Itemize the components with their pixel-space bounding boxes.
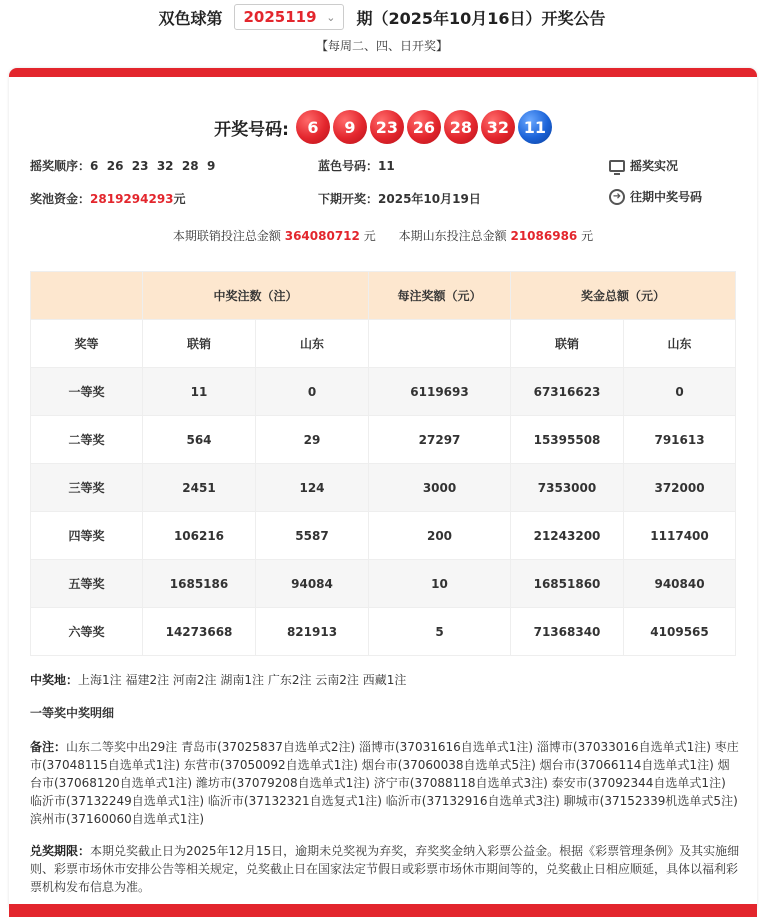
table-cell: 21243200 xyxy=(511,512,624,560)
issue-select[interactable] xyxy=(234,4,344,30)
table-cell: 200 xyxy=(369,512,511,560)
page-header xyxy=(0,0,764,62)
table-header-cell: 联销 xyxy=(511,320,624,368)
lianxiao-value: 364080712 xyxy=(284,229,360,243)
remark-label: 备注： xyxy=(30,740,67,754)
deadline-label: 兑奖期限： xyxy=(30,844,91,858)
history-link[interactable] xyxy=(609,188,702,205)
chevron-down-icon: ⌄ xyxy=(326,10,336,24)
red-ball: 6 xyxy=(296,110,330,144)
red-ball: 28 xyxy=(444,110,478,144)
table-row xyxy=(31,608,736,656)
table-cell: 564 xyxy=(143,416,256,464)
table-cell: 2451 xyxy=(143,464,256,512)
blue-ball: 11 xyxy=(518,110,552,144)
footer-bar xyxy=(9,904,757,917)
table-cell: 29 xyxy=(256,416,369,464)
blue-number-value: 11 xyxy=(378,159,395,173)
winning-regions-label: 中奖地： xyxy=(30,673,79,687)
shandong-label: 本期山东投注总金额 xyxy=(398,229,507,243)
table-header-cell: 奖等 xyxy=(31,320,143,368)
table-cell: 15395508 xyxy=(511,416,624,464)
lianxiao-label: 本期联销投注总金额 xyxy=(172,229,281,243)
table-cell: 四等奖 xyxy=(31,512,143,560)
table-header-cell: 每注奖额（元） xyxy=(369,272,511,320)
table-cell: 4109565 xyxy=(624,608,736,656)
winning-numbers xyxy=(9,110,757,144)
red-ball: 23 xyxy=(370,110,404,144)
table-cell: 六等奖 xyxy=(31,608,143,656)
table-header-cell: 山东 xyxy=(256,320,369,368)
table-sub-header xyxy=(31,320,736,368)
table-row xyxy=(31,560,736,608)
table-cell: 5 xyxy=(369,608,511,656)
prize-pool-value: 2819294293 xyxy=(90,192,174,206)
blue-number xyxy=(318,157,395,174)
table-cell: 五等奖 xyxy=(31,560,143,608)
winning-regions xyxy=(30,671,740,689)
red-ball: 32 xyxy=(481,110,515,144)
remark-text: 山东二等奖中出29注 青岛市(37025837自选单式2注) 淄博市(37031616自选单式1注) 淄博市(37033016自选单式1注) 枣庄市(37048115自选单式1注) 东营市(37050092自选单式1注) 烟台市(37060038自选单式5注) 烟台市(37066114自选单式1注) 烟台市(37068120自选单式1注) 潍坊市(37079208自选单式1注) 济宁市(37088118自选单式3注) 泰安市(37092344自选单式1注) 临沂市(37132249自选单式1注) 临沂市(37132321自选复式1注) 临沂市(37132916自选单式3注) 聊城市(37152339机选单式5注) 滨州市(37160060自选单式1注) xyxy=(30,740,739,826)
detail-title: 一等奖中奖明细 xyxy=(30,706,115,720)
redemption-deadline xyxy=(30,842,740,896)
red-ball: 9 xyxy=(333,110,367,144)
table-cell: 1685186 xyxy=(143,560,256,608)
table-cell: 94084 xyxy=(256,560,369,608)
announcement-card xyxy=(9,68,757,908)
table-cell: 372000 xyxy=(624,464,736,512)
shandong-unit: 元 xyxy=(581,229,594,243)
table-group-header xyxy=(31,272,736,320)
draw-order-value: 6 26 23 32 28 9 xyxy=(90,159,216,173)
monitor-icon xyxy=(609,160,625,172)
table-cell: 7353000 xyxy=(511,464,624,512)
table-cell: 940840 xyxy=(624,560,736,608)
table-row xyxy=(31,464,736,512)
table-row xyxy=(31,416,736,464)
red-ball: 26 xyxy=(407,110,441,144)
table-header-cell: 奖金总额（元） xyxy=(511,272,736,320)
title-prefix: 双色球第 xyxy=(158,8,223,28)
draw-order xyxy=(30,157,215,174)
draw-video-link[interactable] xyxy=(609,157,678,174)
table-cell: 三等奖 xyxy=(31,464,143,512)
page-title xyxy=(0,4,764,30)
prize-pool xyxy=(30,190,186,207)
table-cell: 0 xyxy=(256,368,369,416)
table-cell: 一等奖 xyxy=(31,368,143,416)
draw-schedule: 【每周二、四、日开奖】 xyxy=(315,39,448,53)
table-cell: 11 xyxy=(143,368,256,416)
table-cell: 1117400 xyxy=(624,512,736,560)
issue-value: 2025119 xyxy=(243,8,317,26)
draw-video-label: 摇奖实况 xyxy=(630,159,679,173)
table-cell: 3000 xyxy=(369,464,511,512)
table-cell: 106216 xyxy=(143,512,256,560)
prize-table xyxy=(30,271,736,656)
table-cell: 791613 xyxy=(624,416,736,464)
title-suffix: 期（2025年10月16日）开奖公告 xyxy=(356,8,606,28)
lianxiao-unit: 元 xyxy=(363,229,376,243)
table-cell: 6119693 xyxy=(369,368,511,416)
next-draw xyxy=(318,190,481,207)
winning-regions-text: 上海1注 福建2注 河南2注 湖南1注 广东2注 云南2注 西藏1注 xyxy=(78,673,407,687)
table-row xyxy=(31,512,736,560)
draw-order-label: 摇奖顺序： xyxy=(30,159,91,173)
table-header-cell xyxy=(369,320,511,368)
shandong-value: 21086986 xyxy=(510,229,578,243)
next-draw-value: 2025年10月19日 xyxy=(378,192,481,206)
deadline-text: 本期兑奖截止日为2025年12月15日，逾期未兑奖视为弃奖，弃奖奖金纳入彩票公益金。根据《彩票管理条例》及其实施细则、彩票市场休市安排公告等相关规定，兑奖截止日在国家法定节假日或彩票市场休市期间等的，兑奖截止日相应顺延，具体以福利彩票机构发布信息为准。 xyxy=(30,844,740,894)
table-cell: 124 xyxy=(256,464,369,512)
table-cell: 71368340 xyxy=(511,608,624,656)
table-row xyxy=(31,368,736,416)
table-header-cell: 中奖注数（注） xyxy=(143,272,369,320)
table-cell: 14273668 xyxy=(143,608,256,656)
table-header-cell xyxy=(31,272,143,320)
table-header-cell: 山东 xyxy=(624,320,736,368)
table-cell: 821913 xyxy=(256,608,369,656)
prize-pool-unit: 元 xyxy=(173,192,186,206)
table-cell: 5587 xyxy=(256,512,369,560)
winning-numbers-label: 开奖号码: xyxy=(214,119,289,140)
table-cell: 0 xyxy=(624,368,736,416)
table-cell: 16851860 xyxy=(511,560,624,608)
table-cell: 二等奖 xyxy=(31,416,143,464)
arrow-right-icon: ➜ xyxy=(609,189,625,205)
table-cell: 10 xyxy=(369,560,511,608)
table-cell: 67316623 xyxy=(511,368,624,416)
history-link-label: 往期中奖号码 xyxy=(630,190,703,204)
next-draw-label: 下期开奖： xyxy=(318,192,379,206)
prize-pool-label: 奖池资金： xyxy=(30,192,91,206)
blue-number-label: 蓝色号码： xyxy=(318,159,379,173)
table-cell: 27297 xyxy=(369,416,511,464)
remark xyxy=(30,738,740,828)
sales-totals xyxy=(9,227,757,244)
table-header-cell: 联销 xyxy=(143,320,256,368)
